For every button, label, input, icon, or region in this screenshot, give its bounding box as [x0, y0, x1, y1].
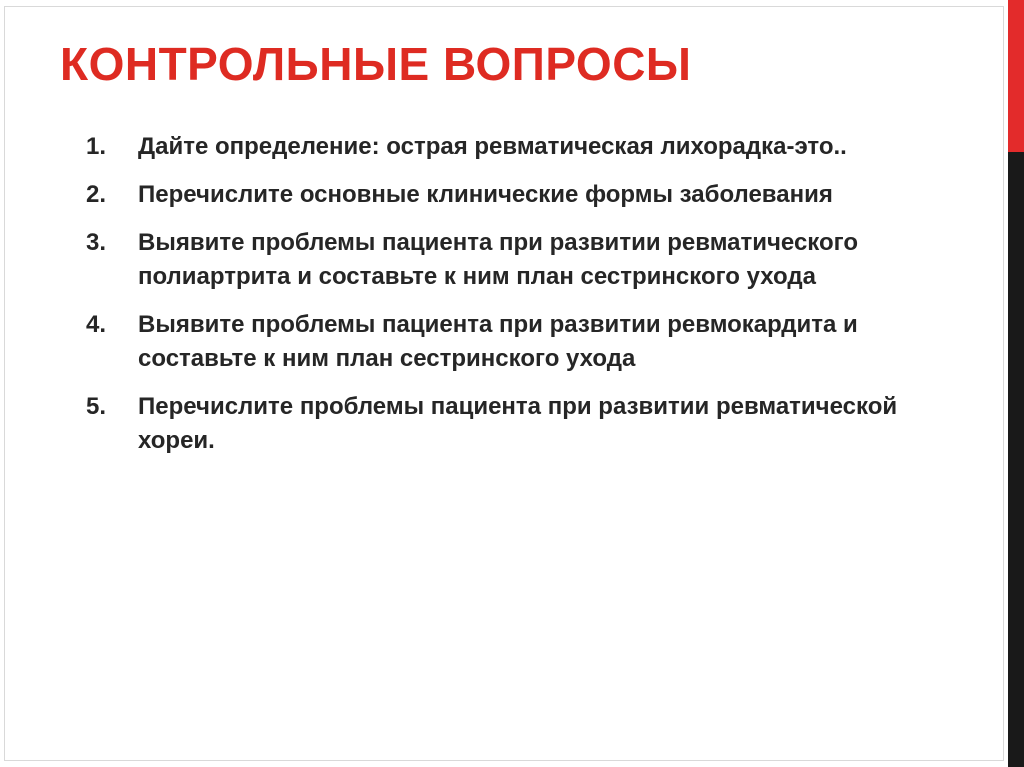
question-text: Выявите проблемы пациента при развитии ревмокардита и составьте к ним план сестринского ухода [138, 311, 858, 372]
question-text: Выявите проблемы пациента при развитии ревматического полиартрита и составьте к ним план сестринского ухода [138, 229, 858, 290]
question-number: 3. [86, 229, 107, 256]
question-text: Дайте определение: острая ревматическая лихорадка-это.. [138, 133, 847, 160]
question-number: 2. [86, 181, 107, 208]
question-text: Перечислите проблемы пациента при развитии ревматической хореи. [138, 393, 898, 454]
question-text: Перечислите основные клинические формы заболевания [138, 181, 833, 208]
question-item-3 [86, 226, 916, 294]
slide-title: КОНТРОЛЬНЫЕ ВОПРОСЫ [60, 38, 692, 90]
question-item-2 [86, 178, 916, 212]
question-item-5 [86, 390, 916, 458]
question-item-4 [86, 308, 916, 376]
question-number: 1. [86, 133, 107, 160]
question-number: 5. [86, 393, 107, 420]
red-accent-bar [1008, 0, 1024, 152]
question-list [86, 130, 916, 472]
question-item-1 [86, 130, 916, 164]
black-accent-bar [1008, 152, 1024, 767]
question-number: 4. [86, 311, 107, 338]
